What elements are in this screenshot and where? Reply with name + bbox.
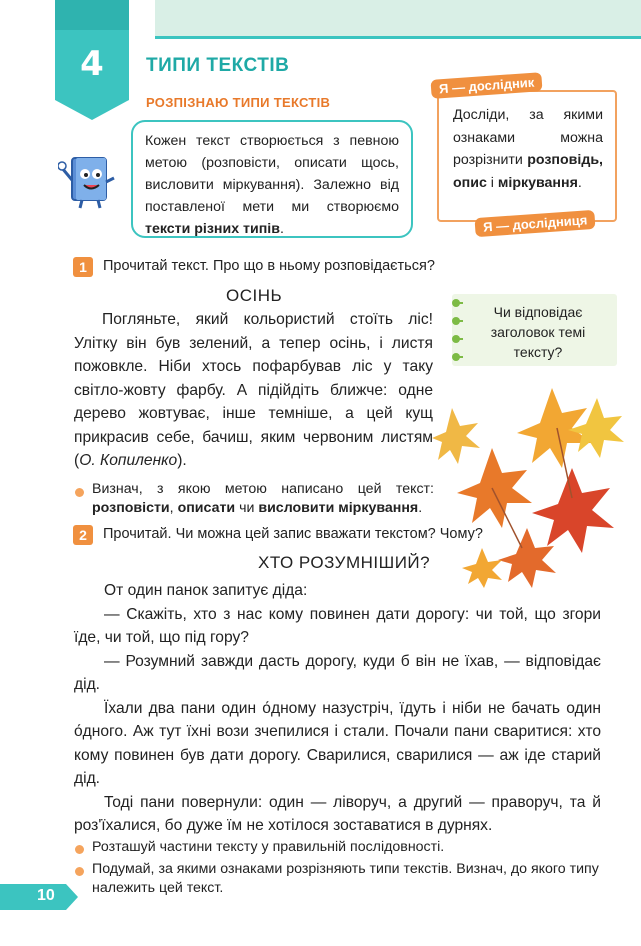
research-box bbox=[437, 90, 617, 222]
task1-text bbox=[74, 308, 433, 473]
task2-paragraph: — Розумний завжди дасть дорогу, куди б він не їхав, — відповідає дід. bbox=[74, 652, 601, 693]
lesson-subtitle: РОЗПІЗНАЮ ТИПИ ТЕКСТІВ bbox=[146, 95, 331, 110]
intro-bold: тексти різних типів bbox=[145, 221, 280, 237]
task2-bullet-2: Подумай, за якими ознаками розрізняють типи текстів. Визнач, до якого типу належить цей текст. bbox=[92, 861, 599, 896]
top-header-line bbox=[155, 36, 641, 39]
task1-bullet-reason: висловити міркування bbox=[258, 500, 419, 516]
intro-box bbox=[131, 120, 413, 238]
task2-paragraph: Тоді пани повернули: один — ліворуч, а другий — праворуч, та й роз'їхалися, бо дуже їм не хотілося зоставатися в дурнях. bbox=[74, 793, 601, 834]
note-binding-dots-icon bbox=[449, 297, 463, 363]
task2-paragraph: Їхали два пани один о́дному назустріч, їдуть і ніби не бачать один о́дного. Аж тут їхні вози зчепилися і стали. Почали пани сваритися: хто кому повинен був дати дорогу. Сварилися, сварилися — аж іде старий дід. bbox=[74, 699, 601, 787]
task2-bullet-1: Розташуй частини тексту у правильній послідовності. bbox=[92, 839, 445, 855]
research-text: Досліди, за якими ознаками можна розрізнити bbox=[453, 107, 603, 168]
task1-heading: ОСІНЬ bbox=[226, 286, 283, 305]
task1-bullet-describe: описати bbox=[177, 500, 236, 516]
task2-prompt: Прочитай. Чи можна цей запис вважати текстом? Чому? bbox=[103, 526, 483, 542]
page-number: 10 bbox=[37, 887, 55, 904]
researcher-tag-male: Я — дослідник bbox=[430, 72, 542, 99]
autumn-leaves-illustration bbox=[432, 378, 632, 588]
bullet-dot bbox=[75, 488, 84, 497]
bullet-dot bbox=[75, 867, 84, 876]
task1-prompt: Прочитай текст. Про що в ньому розповідається? bbox=[103, 258, 435, 274]
task2-paragraph: От один панок запитує діда: bbox=[104, 582, 308, 599]
task-number-2: 2 bbox=[73, 525, 93, 545]
intro-text: Кожен текст створюється з певною метою (розповісти, описати щось, висловити міркування). Залежно від поставленої мети ми створюємо bbox=[145, 133, 399, 215]
question-note-text: Чи відповідає заголовок темі тексту? bbox=[490, 304, 586, 360]
task1-bullet-text: Визнач, з якою метою написано цей текст: bbox=[92, 481, 434, 497]
task1-author: О. Копиленко bbox=[79, 452, 178, 469]
task-number-1: 1 bbox=[73, 257, 93, 277]
lesson-title: ТИПИ ТЕКСТІВ bbox=[146, 55, 290, 76]
bullet-dot bbox=[75, 845, 84, 854]
research-bold: розповідь, опис bbox=[453, 152, 603, 191]
task2-heading: ХТО РОЗУМНІШИЙ? bbox=[258, 553, 431, 572]
lesson-number: 4 bbox=[80, 44, 104, 84]
task1-bullet-narrate: розповісти bbox=[92, 500, 170, 516]
research-and: і bbox=[486, 174, 498, 191]
task1-bullet bbox=[92, 480, 434, 518]
task1-text-end: ). bbox=[177, 452, 187, 469]
research-bold2: міркування bbox=[497, 174, 578, 191]
intro-end: . bbox=[279, 221, 284, 237]
book-mascot-icon bbox=[58, 152, 116, 210]
task1-bullet-or: чи bbox=[235, 500, 259, 516]
task1-bullet-sep: , bbox=[169, 500, 178, 516]
research-end: . bbox=[577, 174, 582, 191]
task2-paragraph: — Скажіть, хто з нас кому повинен дати дорогу: чи той, що згори їде, чи той, що під гору? bbox=[74, 605, 601, 646]
researcher-tag-female: Я — дослідниця bbox=[474, 210, 595, 237]
task1-bullet-end: . bbox=[418, 500, 423, 516]
task1-text-body: Погляньте, який кольористий стоїть ліс! Улітку він був зелений, а тепер осінь, і листя пожовкле. Ніби хтось пофарбував ліс у таку світло-жовту фарбу. А підійдіть ближче: одне дерево жовтуває, інше темніше, а цей кущ прикрасив себе, бачиш, яким червоним листям ( bbox=[74, 311, 433, 469]
task2-text bbox=[74, 579, 601, 838]
